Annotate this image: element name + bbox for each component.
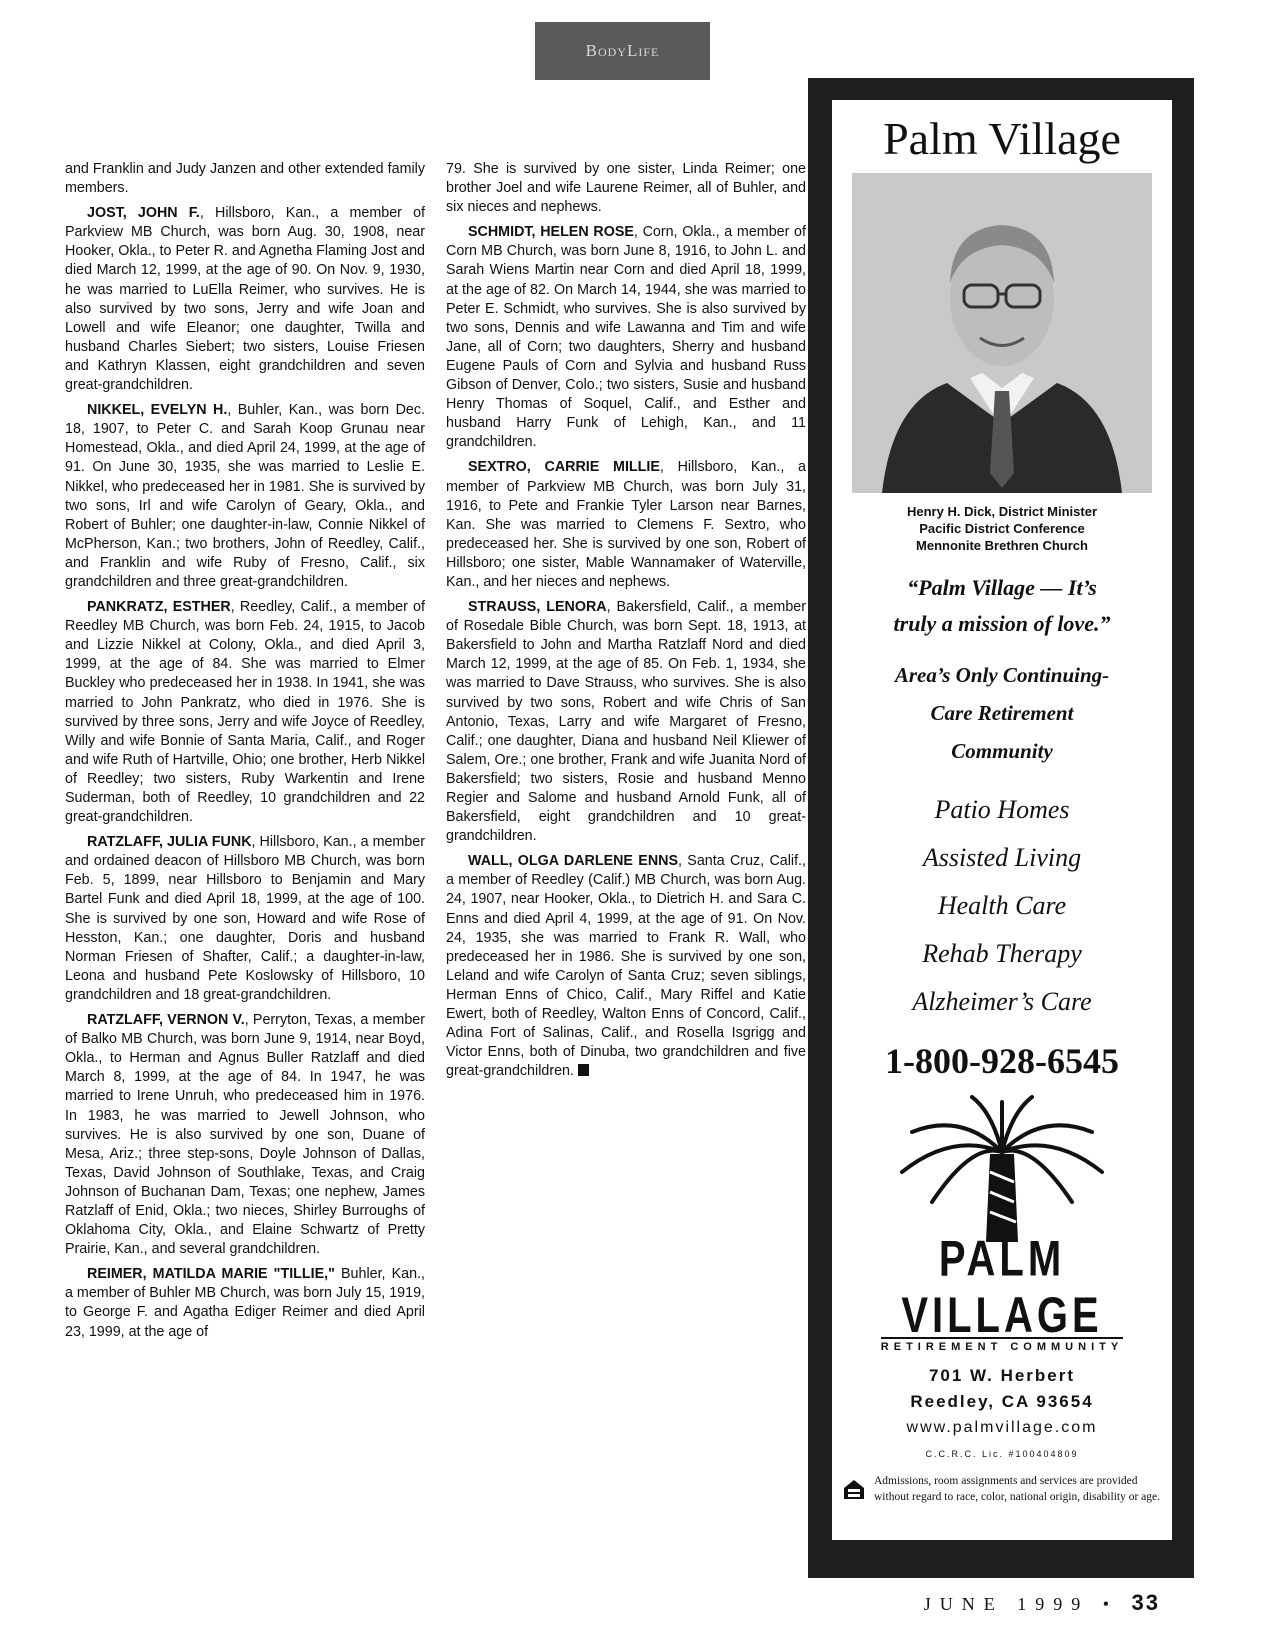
palm-village-ad xyxy=(832,100,1172,1540)
service-item: Assisted Living xyxy=(922,843,1082,872)
obituary-entry: 79. She is survived by one sister, Linda Reimer; one brother Joel and wife Laurene Reimer, all of Buhler, and six nieces and nephews. xyxy=(446,161,806,216)
photo-caption: Henry H. Dick, District Minister Pacific District Conference Mennonite Brethren Church xyxy=(907,504,1097,553)
equal-housing-notice xyxy=(842,1473,1162,1505)
obituary-entry: WALL, OLGA DARLENE ENNS, Santa Cruz, Calif., a member of Reedley (Calif.) MB Church, was born Aug. 24, 1907, near Hooker, Okla., to Dietrich H. and Sara C. Enns and died April 4, 1999, at the age of 91. On Nov. 24, 1935, she was married to Frank R. Wall, who predeceased her in 1986. She is survived by one son, Leland and wife Carolyn of Santa Cruz; seven siblings, Herman Enns of Chico, Calif., Mary Riffel and Katie Ewert, both of Reedley, Walton Enns of Concord, Calif., Adina Fort of Salinas, Calif., and Rosella Isgrigg and Victor Enns, both of Dinuba, two grandchildren and five great-grandchildren. xyxy=(446,853,806,1080)
portrait-photo xyxy=(852,173,1152,493)
obituary-entry: SEXTRO, CARRIE MILLIE, Hillsboro, Kan., a member of Parkview MB Church, was born July 31, 1916, to Pete and Frankie Tyler Larson near Barnes, Kan. She was married to Clemens F. Sextro, who predeceased her. She is survived by one son, Robert of Hillsboro; one sister, Mable Wannamaker of Waterville, Kan., and her nieces and nephews. xyxy=(446,459,806,590)
services-list xyxy=(832,786,1172,1026)
obituary-entry: NIKKEL, EVELYN H., Buhler, Kan., was born Dec. 18, 1907, to Peter C. and Sarah Koop Grunau near Homestead, Okla., and died April 24, 1999, at the age of 91. On June 30, 1935, she was married to Leslie E. Nikkel, who predeceased her in 1981. She is survived by two sons, Irl and wife Carolyn of Geary, Okla., and Robert of Buhler; one daughter-in-law, Connie Nikkel of McPherson, Kan.; two brothers, John of Reedley, Calif., and Franklin and wife Ruby of Fresno, Calif., six grandchildren and three great-grandchildren. xyxy=(65,402,425,590)
obituary-entry: JOST, JOHN F., Hillsboro, Kan., a member of Parkview MB Church, was born Aug. 30, 1908, near Hooker, Okla., to Peter R. and Agnetha Flaming Jost and died March 12, 1999, at the age of 90. On Nov. 9, 1930, he was married to LuElla Reimer, who survives. He is also survived by two sons, Jerry and wife Joan and Lowell and wife Eleanor; one daughter, Twilla and husband Charles Siebert; two sisters, Louise Friesen and Kathryn Klassen, eight grandchildren and seven great-grandchildren. xyxy=(65,205,426,394)
brand-logo: PALM VILLAGE xyxy=(901,1231,1103,1343)
obituary-entry: and Franklin and Judy Janzen and other extended family members. xyxy=(65,161,425,197)
disclaimer: Admissions, room assignments and services are provided without regard to race, color, national origin, disability or age. xyxy=(874,1475,1160,1503)
obituary-column-2 xyxy=(446,160,806,1087)
page-footer xyxy=(860,1590,1160,1616)
website-url: www.palmvillage.com xyxy=(906,1419,1098,1436)
footer-bullet: • xyxy=(1102,1594,1119,1614)
portrait-illustration xyxy=(852,173,1152,493)
section-tab: BodyLife xyxy=(535,22,710,80)
page-number: 33 xyxy=(1131,1590,1160,1615)
obituary-entry: RATZLAFF, JULIA FUNK, Hillsboro, Kan., a member and ordained deacon of Hillsboro MB Church, was born Feb. 5, 1899, near Hillsboro to Benjamin and Mary Bartel Funk and died April 18, 1999, at the age of 100. She is survived by one son, Howard and wife Rose of Hesston, Kan.; one daughter, Doris and husband Norman Friesen of Shafter, Calif.; a daughter-in-law, Leona and husband Pete Koslowsky of Hillsboro, 10 grandchildren and 18 great-grandchildren. xyxy=(65,834,425,1003)
ad-title: Palm Village xyxy=(883,113,1121,164)
issue-date: JUNE 1999 xyxy=(923,1594,1090,1614)
obituary-column-1 xyxy=(65,160,425,1348)
obituary-entry: STRAUSS, LENORA, Bakersfield, Calif., a member of Rosedale Bible Church, was born Sept. 18, 1913, at Bakersfield to John and Martha Ratzlaff Nord and died March 12, 1999, at the age of 85. On Feb. 1, 1934, she was married to Dave Strauss, who survives. She is also survived by two sons, Robert and wife Chris of San Antonio, Texas, Larry and wife Margaret of Fresno, Calif.; one daughter, Diana and husband Neil Kliewer of Salem, Ore.; one brother, Frank and wife Juanita Nord of Bakersfield; two sisters, Rosie and husband Menno Regier and Salome and husband Arnold Funk, all of Bakersfield, eight grandchildren and 10 great-grandchildren. xyxy=(446,599,806,845)
service-item: Alzheimer’s Care xyxy=(912,987,1092,1016)
equal-housing-icon xyxy=(842,1477,866,1501)
service-item: Patio Homes xyxy=(934,795,1070,824)
obituary-entry: PANKRATZ, ESTHER, Reedley, Calif., a member of Reedley MB Church, was born Feb. 24, 1915, to Jacob and Lizzie Nikkel at Colony, Okla., and died April 3, 1999, at the age of 84. She was married to Elmer Buckley who predeceased her in 1938. In 1941, she was married to John Pankratz, who died in 1976. She is survived by three sons, Jerry and wife Joyce of Reedley, Willy and wife Bonnie of Santa Maria, Calif., and Roger and wife Ruth of Hartville, Ohio; one brother, Herb Nikkel of Reedley; two sisters, Ruby Warkentin and Irene Suderman, both of Reedley, 10 grandchildren and 22 great-grandchildren. xyxy=(65,599,425,826)
address: 701 W. Herbert Reedley, CA 93654 xyxy=(910,1366,1094,1411)
ad-quote: “Palm Village — It’s truly a mission of love.” xyxy=(893,575,1111,636)
ad-tagline: Area’s Only Continuing- Care Retirement Community xyxy=(894,663,1110,763)
obituary-entry: RATZLAFF, VERNON V., Perryton, Texas, a member of Balko MB Church, was born June 9, 1914, near Boyd, Okla., to Herman and Agnus Buller Ratzlaff and died March 8, 1999, at the age of 84. In 1947, he was married to Irene Unruh, who predeceased him in 1976. In 1983, he was married to Jewell Johnson, who survives. He is also survived by one son, Duane of Mesa, Ariz.; three step-sons, Doyle Johnson of Dallas, Texas, David Johnson of Southlake, Texas, and Craig Johnson of Buchanan Dam, Texas; one nephew, James Ratzlaff of Enid, Okla.; two nieces, Shirley Burroughs of Oklahoma City, Okla., and Elaine Schwartz of Pretty Prairie, Kan., and several grandchildren. xyxy=(65,1012,425,1258)
palm-tree-icon xyxy=(832,1092,1172,1247)
phone-number: 1-800-928-6545 xyxy=(885,1041,1119,1081)
obituary-entry: REIMER, MATILDA MARIE "TILLIE," Buhler, Kan., a member of Buhler MB Church, was born July 15, 1919, to George F. and Agatha Ediger Reimer and died April 23, 1999, at the age of xyxy=(65,1266,426,1340)
brand-subtitle: RETIREMENT COMMUNITY xyxy=(881,1337,1123,1353)
obituary-entry: SCHMIDT, HELEN ROSE, Corn, Okla., a member of Corn MB Church, was born June 8, 1916, to John L. and Sarah Wiens Martin near Corn and died April 18, 1999, at the age of 82. On March 14, 1944, she was married to Peter E. Schmidt, who survives. She is also survived by two sons, Dennis and wife Lawanna and Tim and wife Jane, all of Corn; two daughters, Sherry and husband Eugene Pauls of Corn and Sylvia and husband Russ Gibson of Denver, Colo.; two sisters, Susie and husband Henry Thomas of Soquel, Calif., and Esther and husband Harry Funk of Lehigh, Kan., and 11 grandchildren. xyxy=(446,224,806,451)
service-item: Health Care xyxy=(937,891,1067,920)
end-mark-icon xyxy=(578,1064,589,1076)
license-number: C.C.R.C. Lic. #100404809 xyxy=(925,1449,1079,1459)
service-item: Rehab Therapy xyxy=(922,939,1082,968)
